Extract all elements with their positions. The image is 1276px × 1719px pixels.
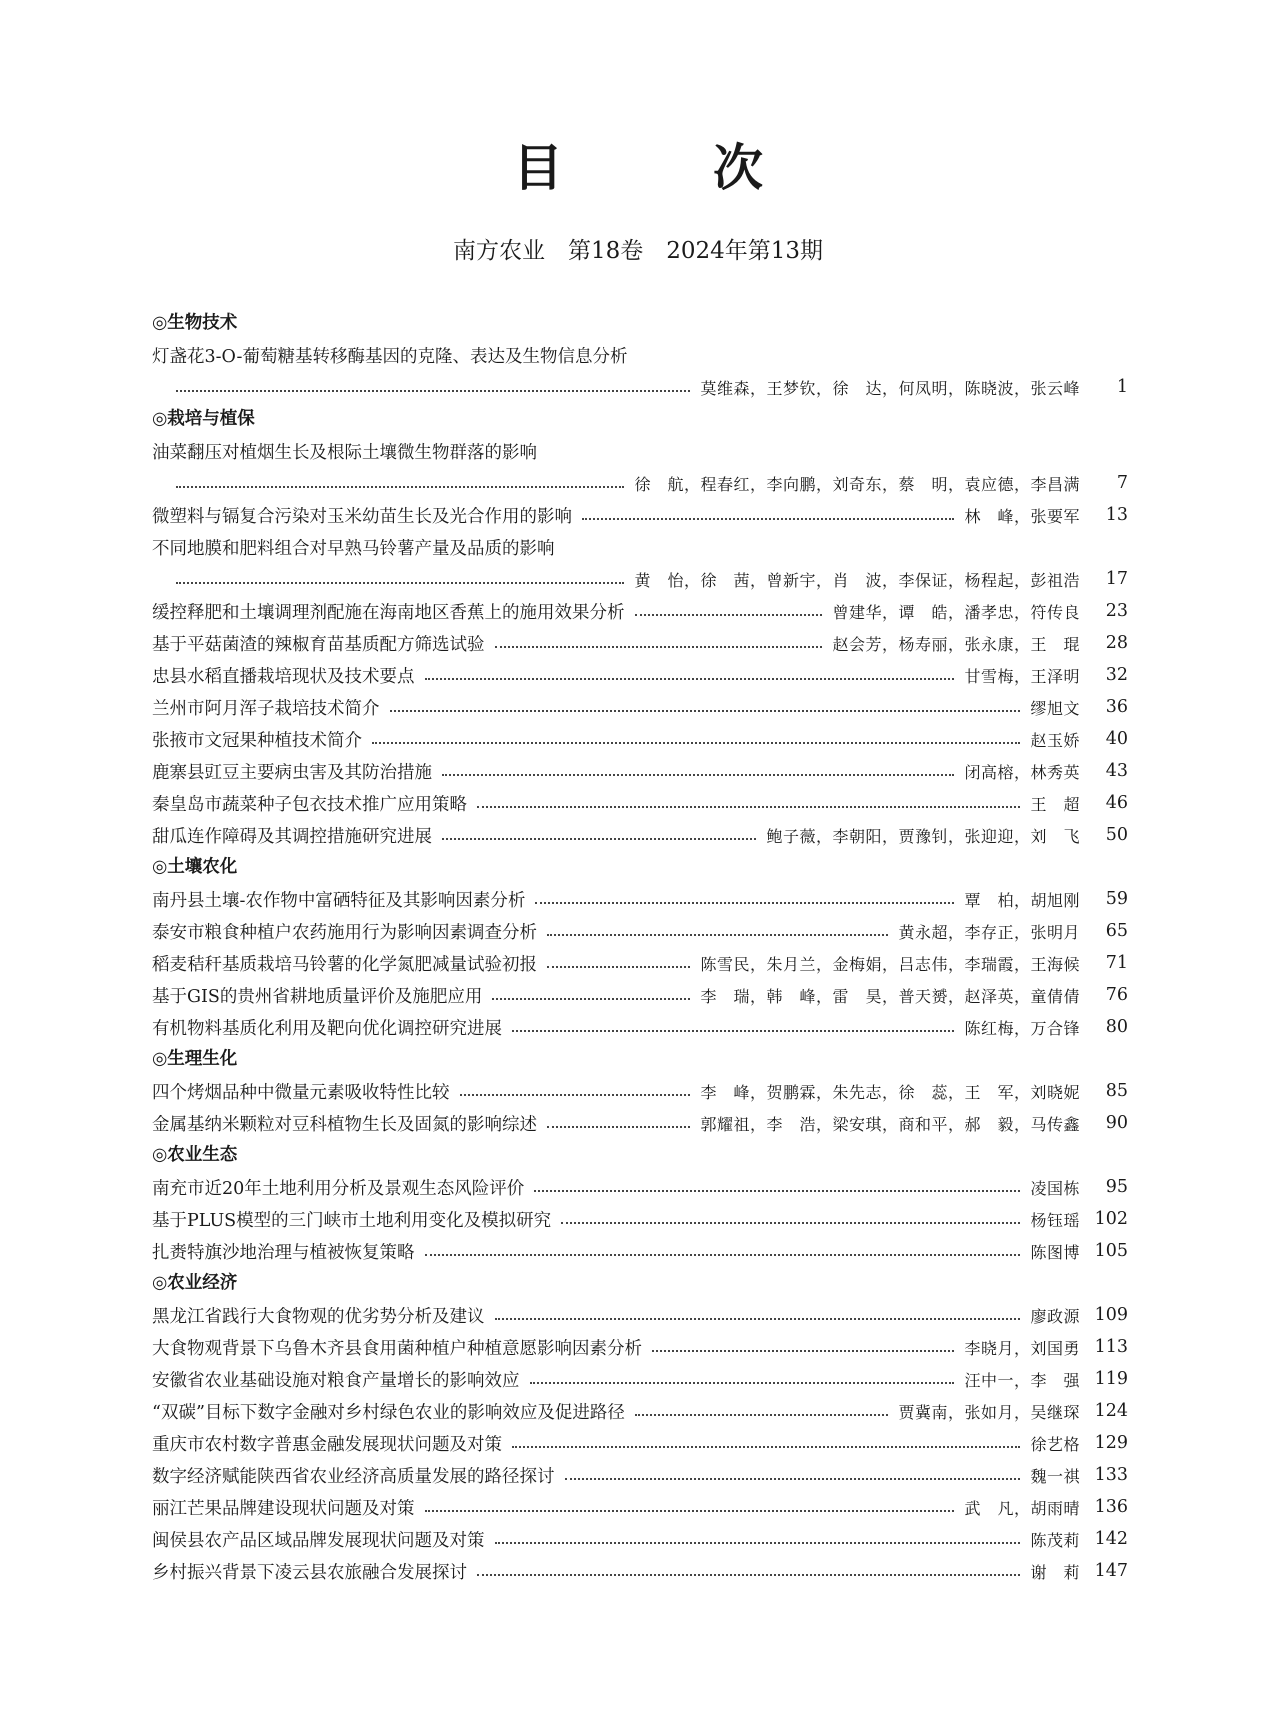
dot-leader <box>534 1190 1020 1192</box>
toc-entry[interactable] <box>152 1523 1128 1555</box>
toc-entry[interactable] <box>152 627 1128 659</box>
toc-entry[interactable] <box>152 1427 1128 1459</box>
dot-leader <box>442 774 954 776</box>
entry-title: 南充市近20年土地利用分析及景观生态风险评价 <box>152 1178 525 1199</box>
toc-entry[interactable] <box>152 755 1128 787</box>
dot-leader <box>442 838 756 840</box>
entry-page-number: 136 <box>1094 1497 1128 1517</box>
entry-authors: 贾冀南，张如月，吴继琛 <box>898 1402 1080 1422</box>
entry-authors: 陈图博 <box>1030 1242 1080 1262</box>
section-heading: ◎生物技术 <box>152 313 238 333</box>
entry-authors: 郭耀祖，李 浩，梁安琪，商和平，郝 毅，马传鑫 <box>700 1114 1080 1134</box>
entry-page-number: 119 <box>1094 1369 1128 1389</box>
toc-entry[interactable] <box>152 819 1128 851</box>
entry-page-number: 133 <box>1094 1465 1128 1485</box>
entry-title: 油菜翻压对植烟生长及根际土壤微生物群落的影响 <box>152 442 537 463</box>
dot-leader <box>535 902 954 904</box>
entry-title: 微塑料与镉复合污染对玉米幼苗生长及光合作用的影响 <box>152 506 572 527</box>
entry-authors: 赵会芳，杨寿丽，张永康，王 琨 <box>832 634 1080 654</box>
entry-page-number: 109 <box>1094 1305 1128 1325</box>
entry-title: 黑龙江省践行大食物观的优劣势分析及建议 <box>152 1306 485 1327</box>
entry-page-number: 105 <box>1094 1241 1128 1261</box>
section-heading: ◎农业经济 <box>152 1273 238 1293</box>
section-heading: ◎生理生化 <box>152 1049 238 1069</box>
dot-leader <box>635 614 823 616</box>
entry-authors: 陈雪民，朱月兰，金梅娟，吕志伟，李瑞霞，王海候 <box>700 954 1080 974</box>
table-of-contents <box>152 307 1128 1587</box>
entry-authors: 徐 航，程春红，李向鹏，刘奇东，蔡 明，袁应德，李昌满 <box>634 474 1080 494</box>
toc-entry[interactable] <box>152 1331 1128 1363</box>
dot-leader <box>635 1414 889 1416</box>
entry-title: 鹿寨县豇豆主要病虫害及其防治措施 <box>152 762 432 783</box>
toc-entry[interactable] <box>152 435 1128 467</box>
dot-leader <box>425 1254 1021 1256</box>
toc-entry[interactable] <box>152 883 1128 915</box>
entry-title: 安徽省农业基础设施对粮食产量增长的影响效应 <box>152 1370 520 1391</box>
entry-title: 基于PLUS模型的三门峡市土地利用变化及模拟研究 <box>152 1210 552 1231</box>
dot-leader <box>390 710 1021 712</box>
toc-entry[interactable] <box>152 1107 1128 1139</box>
entry-authors: 凌国栋 <box>1030 1178 1080 1198</box>
section-heading: ◎土壤农化 <box>152 857 238 877</box>
dot-leader <box>176 486 624 488</box>
dot-leader <box>425 678 955 680</box>
page-title: 目 次 <box>513 139 813 197</box>
entry-authors: 缪旭文 <box>1030 698 1080 718</box>
entry-authors: 莫维森，王梦钦，徐 达，何凤明，陈晓波，张云峰 <box>700 378 1080 398</box>
toc-entry[interactable] <box>152 1011 1128 1043</box>
entry-page-number: 113 <box>1094 1337 1128 1357</box>
dot-leader <box>512 1446 1020 1448</box>
dot-leader <box>492 998 690 1000</box>
journal-issue-subtitle: 南方农业 第18卷 2024年第13期 <box>452 238 824 264</box>
entry-title: 张掖市文冠果种植技术简介 <box>152 730 362 751</box>
entry-page-number: 7 <box>1116 473 1128 493</box>
entry-title: 南丹县土壤-农作物中富硒特征及其影响因素分析 <box>152 890 526 911</box>
entry-page-number: 142 <box>1094 1529 1128 1549</box>
entry-title: 重庆市农村数字普惠金融发展现状问题及对策 <box>152 1434 502 1455</box>
entry-authors: 廖政源 <box>1030 1306 1080 1326</box>
section-heading: ◎农业生态 <box>152 1145 238 1165</box>
entry-authors: 谢 莉 <box>1030 1562 1080 1582</box>
entry-authors: 徐艺格 <box>1030 1434 1080 1454</box>
entry-title: 基于平菇菌渣的辣椒育苗基质配方筛选试验 <box>152 634 485 655</box>
entry-authors: 李晓月，刘国勇 <box>964 1338 1080 1358</box>
dot-leader <box>176 390 690 392</box>
entry-title: 稻麦秸秆基质栽培马铃薯的化学氮肥减量试验初报 <box>152 954 537 975</box>
entry-authors: 甘雪梅，王泽明 <box>964 666 1080 686</box>
entry-page-number: 32 <box>1105 665 1128 685</box>
dot-leader <box>495 1542 1021 1544</box>
toc-entry[interactable] <box>152 723 1128 755</box>
entry-title: 兰州市阿月浑子栽培技术简介 <box>152 698 380 719</box>
entry-page-number: 124 <box>1094 1401 1128 1421</box>
entry-title: 数字经济赋能陕西省农业经济高质量发展的路径探讨 <box>152 1466 555 1487</box>
entry-title: 扎赉特旗沙地治理与植被恢复策略 <box>152 1242 415 1263</box>
dot-leader <box>582 518 954 520</box>
entry-authors: 杨钰瑶 <box>1030 1210 1080 1230</box>
dot-leader <box>176 582 624 584</box>
entry-authors: 闭高榕，林秀英 <box>964 762 1080 782</box>
toc-entry[interactable] <box>152 499 1128 531</box>
entry-page-number: 90 <box>1105 1113 1128 1133</box>
entry-title: 基于GIS的贵州省耕地质量评价及施肥应用 <box>152 986 483 1007</box>
entry-authors: 陈红梅，万合锋 <box>964 1018 1080 1038</box>
entry-page-number: 65 <box>1105 921 1128 941</box>
entry-page-number: 102 <box>1094 1209 1128 1229</box>
entry-title: 灯盏花3-O-葡萄糖基转移酶基因的克隆、表达及生物信息分析 <box>152 346 628 367</box>
entry-page-number: 1 <box>1116 377 1128 397</box>
toc-entry-continuation[interactable] <box>152 371 1128 403</box>
entry-title: 忠县水稻直播栽培现状及技术要点 <box>152 666 415 687</box>
entry-page-number: 50 <box>1105 825 1128 845</box>
entry-page-number: 43 <box>1105 761 1128 781</box>
entry-title: 秦皇岛市蔬菜种子包衣技术推广应用策略 <box>152 794 467 815</box>
entry-page-number: 129 <box>1094 1433 1128 1453</box>
dot-leader <box>477 806 1020 808</box>
dot-leader <box>652 1350 954 1352</box>
toc-entry[interactable] <box>152 595 1128 627</box>
dot-leader <box>477 1574 1020 1576</box>
toc-entry[interactable] <box>152 979 1128 1011</box>
entry-authors: 魏一祺 <box>1030 1466 1080 1486</box>
toc-entry[interactable] <box>152 1299 1128 1331</box>
entry-title: 金属基纳米颗粒对豆科植物生长及固氮的影响综述 <box>152 1114 537 1135</box>
entry-title: 甜瓜连作障碍及其调控措施研究进展 <box>152 826 432 847</box>
entry-authors: 王 超 <box>1030 794 1080 814</box>
entry-page-number: 85 <box>1105 1081 1128 1101</box>
entry-authors: 赵玉娇 <box>1030 730 1080 750</box>
toc-entry[interactable] <box>152 1491 1128 1523</box>
entry-authors: 覃 柏，胡旭刚 <box>964 890 1080 910</box>
entry-page-number: 13 <box>1105 505 1128 525</box>
dot-leader <box>425 1510 955 1512</box>
entry-title: “双碳”目标下数字金融对乡村绿色农业的影响效应及促进路径 <box>152 1402 625 1423</box>
entry-page-number: 76 <box>1105 985 1128 1005</box>
entry-title: 四个烤烟品种中微量元素吸收特性比较 <box>152 1082 450 1103</box>
entry-authors: 曾建华，谭 皓，潘孝忠，符传良 <box>832 602 1080 622</box>
entry-title: 丽江芒果品牌建设现状问题及对策 <box>152 1498 415 1519</box>
entry-page-number: 23 <box>1105 601 1128 621</box>
entry-title: 不同地膜和肥料组合对早熟马铃薯产量及品质的影响 <box>152 538 555 559</box>
toc-entry[interactable] <box>152 947 1128 979</box>
entry-authors: 林 峰，张要军 <box>964 506 1080 526</box>
entry-page-number: 71 <box>1105 953 1128 973</box>
entry-authors: 鲍子薇，李朝阳，贾豫钊，张迎迎，刘 飞 <box>766 826 1080 846</box>
entry-authors: 武 凡，胡雨晴 <box>964 1498 1080 1518</box>
dot-leader <box>512 1030 954 1032</box>
toc-entry[interactable] <box>152 915 1128 947</box>
entry-title: 有机物料基质化利用及靶向优化调控研究进展 <box>152 1018 502 1039</box>
toc-entry-continuation[interactable] <box>152 467 1128 499</box>
toc-entry[interactable] <box>152 1075 1128 1107</box>
dot-leader <box>547 966 690 968</box>
entry-page-number: 46 <box>1105 793 1128 813</box>
entry-page-number: 17 <box>1105 569 1128 589</box>
entry-title: 泰安市粮食种植户农药施用行为影响因素调查分析 <box>152 922 537 943</box>
entry-page-number: 59 <box>1105 889 1128 909</box>
toc-entry-continuation[interactable] <box>152 563 1128 595</box>
entry-page-number: 147 <box>1094 1561 1128 1581</box>
entry-page-number: 36 <box>1105 697 1128 717</box>
entry-page-number: 95 <box>1105 1177 1128 1197</box>
entry-authors: 李 瑞，韩 峰，雷 昊，普天赟，赵泽英，童倩倩 <box>700 986 1080 1006</box>
dot-leader <box>460 1094 691 1096</box>
toc-entry[interactable] <box>152 1363 1128 1395</box>
entry-title: 乡村振兴背景下凌云县农旅融合发展探讨 <box>152 1562 467 1583</box>
dot-leader <box>495 1318 1021 1320</box>
section-heading: ◎栽培与植保 <box>152 409 255 429</box>
entry-page-number: 80 <box>1105 1017 1128 1037</box>
dot-leader <box>372 742 1020 744</box>
entry-authors: 李 峰，贺鹏霖，朱先志，徐 蕊，王 军，刘晓妮 <box>700 1082 1080 1102</box>
entry-authors: 汪中一，李 强 <box>964 1370 1080 1390</box>
toc-entry[interactable] <box>152 787 1128 819</box>
toc-entry[interactable] <box>152 1395 1128 1427</box>
entry-page-number: 28 <box>1105 633 1128 653</box>
dot-leader <box>547 934 888 936</box>
entry-page-number: 40 <box>1105 729 1128 749</box>
toc-entry[interactable] <box>152 531 1128 563</box>
toc-entry[interactable] <box>152 1171 1128 1203</box>
entry-authors: 黄永超，李存正，张明月 <box>898 922 1080 942</box>
toc-entry[interactable] <box>152 691 1128 723</box>
toc-entry[interactable] <box>152 1203 1128 1235</box>
toc-entry[interactable] <box>152 1235 1128 1267</box>
dot-leader <box>530 1382 955 1384</box>
dot-leader <box>561 1222 1020 1224</box>
entry-authors: 黄 怡，徐 茜，曾新宇，肖 波，李保证，杨程起，彭祖浩 <box>634 570 1080 590</box>
dot-leader <box>495 646 823 648</box>
dot-leader <box>565 1478 1021 1480</box>
entry-authors: 陈茂莉 <box>1030 1530 1080 1550</box>
entry-title: 闽侯县农产品区域品牌发展现状问题及对策 <box>152 1530 485 1551</box>
toc-entry[interactable] <box>152 1459 1128 1491</box>
entry-title: 大食物观背景下乌鲁木齐县食用菌种植户种植意愿影响因素分析 <box>152 1338 642 1359</box>
entry-title: 缓控释肥和土壤调理剂配施在海南地区香蕉上的施用效果分析 <box>152 602 625 623</box>
dot-leader <box>547 1126 690 1128</box>
toc-entry[interactable] <box>152 659 1128 691</box>
toc-entry[interactable] <box>152 339 1128 371</box>
toc-entry[interactable] <box>152 1555 1128 1587</box>
